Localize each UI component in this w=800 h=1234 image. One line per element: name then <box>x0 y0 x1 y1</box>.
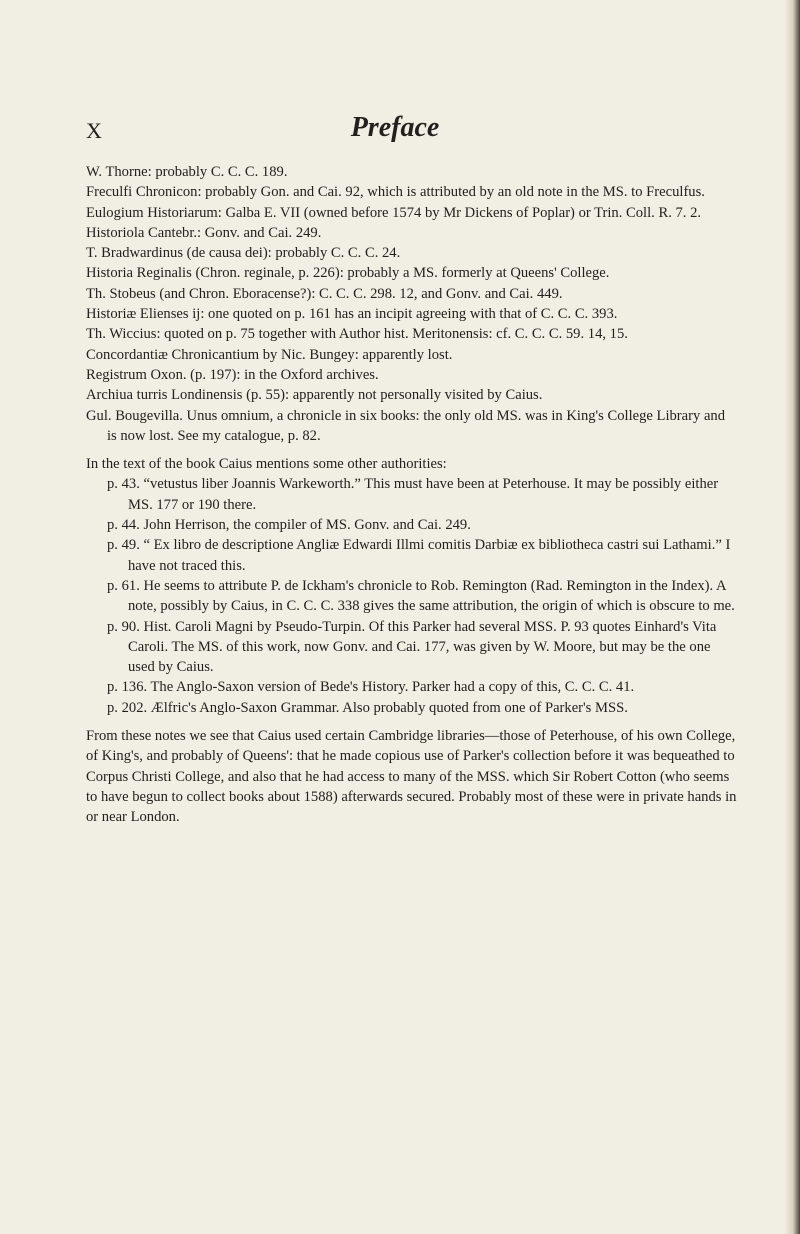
page-note: p. 44. John Herrison, the compiler of MS. Gonv. and Cai. 249. <box>107 517 471 534</box>
page-title: Preface <box>350 112 440 143</box>
authority-entry: W. Thorne: probably C. C. C. 189. <box>86 164 288 180</box>
page-note: p. 90. Hist. Caroli Magni by Pseudo-Turpin. Of this Parker had several MSS. P. 93 quotes Einhard's Vita Caroli. The MS. of this work, now Gonv. and Cai. 177, was given by W. Moore, but may be the one used by Caius. <box>107 618 717 676</box>
page-note: p. 61. He seems to attribute P. de Ickham's chronicle to Rob. Remington (Rad. Remington in the Index). A note, possibly by Caius, in C. C. C. 338 gives the same attribution, the origin of which is obscure to me. <box>107 577 735 615</box>
authority-entry: Th. Wiccius: quoted on p. 75 together with Author hist. Meritonensis: cf. C. C. C. 59. 14, 15. <box>86 326 628 343</box>
page-notes-list <box>86 474 738 718</box>
page-header <box>0 112 800 152</box>
conclusion-paragraph: From these notes we see that Caius used certain Cambridge libraries—those of Peterhouse, of his own College, of King's, and probably of Queens': that he made copious use of Parker's collection before it was bequeathed to Corpus Christi College, and also that he had access to many of the MSS. which Sir Robert Cotton (who seems to have begun to collect books about 1588) afterwards secured. Probably most of these were in private hands in or near London. <box>86 728 737 826</box>
authority-entry: Th. Stobeus (and Chron. Eboracense?): C. C. C. 298. 12, and Gonv. and Cai. 449. <box>86 285 563 302</box>
intro-paragraph: In the text of the book Caius mentions some other authorities: <box>86 456 447 473</box>
authority-entry: Historiæ Elienses ij: one quoted on p. 161 has an incipit agreeing with that of C. C. C. 393. <box>86 306 618 323</box>
page-note: p. 136. The Anglo-Saxon version of Bede's History. Parker had a copy of this, C. C. C. 41. <box>107 679 635 696</box>
page-body <box>86 162 738 828</box>
authority-entry: T. Bradwardinus (de causa dei): probably C. C. C. 24. <box>86 245 401 262</box>
authority-entry: Freculfi Chronicon: probably Gon. and Cai. 92, which is attributed by an old note in the MS. to Freculfus. <box>86 184 705 201</box>
page-note: p. 49. “ Ex libro de descriptione Angliæ Edwardi Illmi comitis Darbiæ ex bibliotheca castri sui Lathami.” I have not traced this. <box>107 537 731 574</box>
authority-entry: Eulogium Historiarum: Galba E. VII (owned before 1574 by Mr Dickens of Poplar) or Trin. Coll. R. 7. 2. <box>86 204 702 221</box>
authority-entry: Historia Reginalis (Chron. reginale, p. 226): probably a MS. formerly at Queens' College. <box>86 265 610 282</box>
authority-list <box>86 162 738 446</box>
page-note: p. 202. Ælfric's Anglo-Saxon Grammar. Also probably quoted from one of Parker's MSS. <box>107 699 628 716</box>
authority-entry: Archiua turris Londinensis (p. 55): apparently not personally visited by Caius. <box>86 387 543 404</box>
authority-entry: Registrum Oxon. (p. 197): in the Oxford archives. <box>86 366 379 383</box>
page-number: X <box>86 118 103 143</box>
authority-entry: Historiola Cantebr.: Gonv. and Cai. 249. <box>86 224 322 241</box>
authority-entry: Concordantiæ Chronicantium by Nic. Bungey: apparently lost. <box>86 346 453 363</box>
authority-entry: Gul. Bougevilla. Unus omnium, a chronicle in six books: the only old MS. was in King's College Library and is now lost. See my catalogue, p. 82. <box>86 407 726 444</box>
page-edge-shadow <box>784 0 800 1234</box>
page-note: p. 43. “vetustus liber Joannis Warkeworth.” This must have been at Peterhouse. It may be possibly either MS. 177 or 190 there. <box>107 476 719 513</box>
